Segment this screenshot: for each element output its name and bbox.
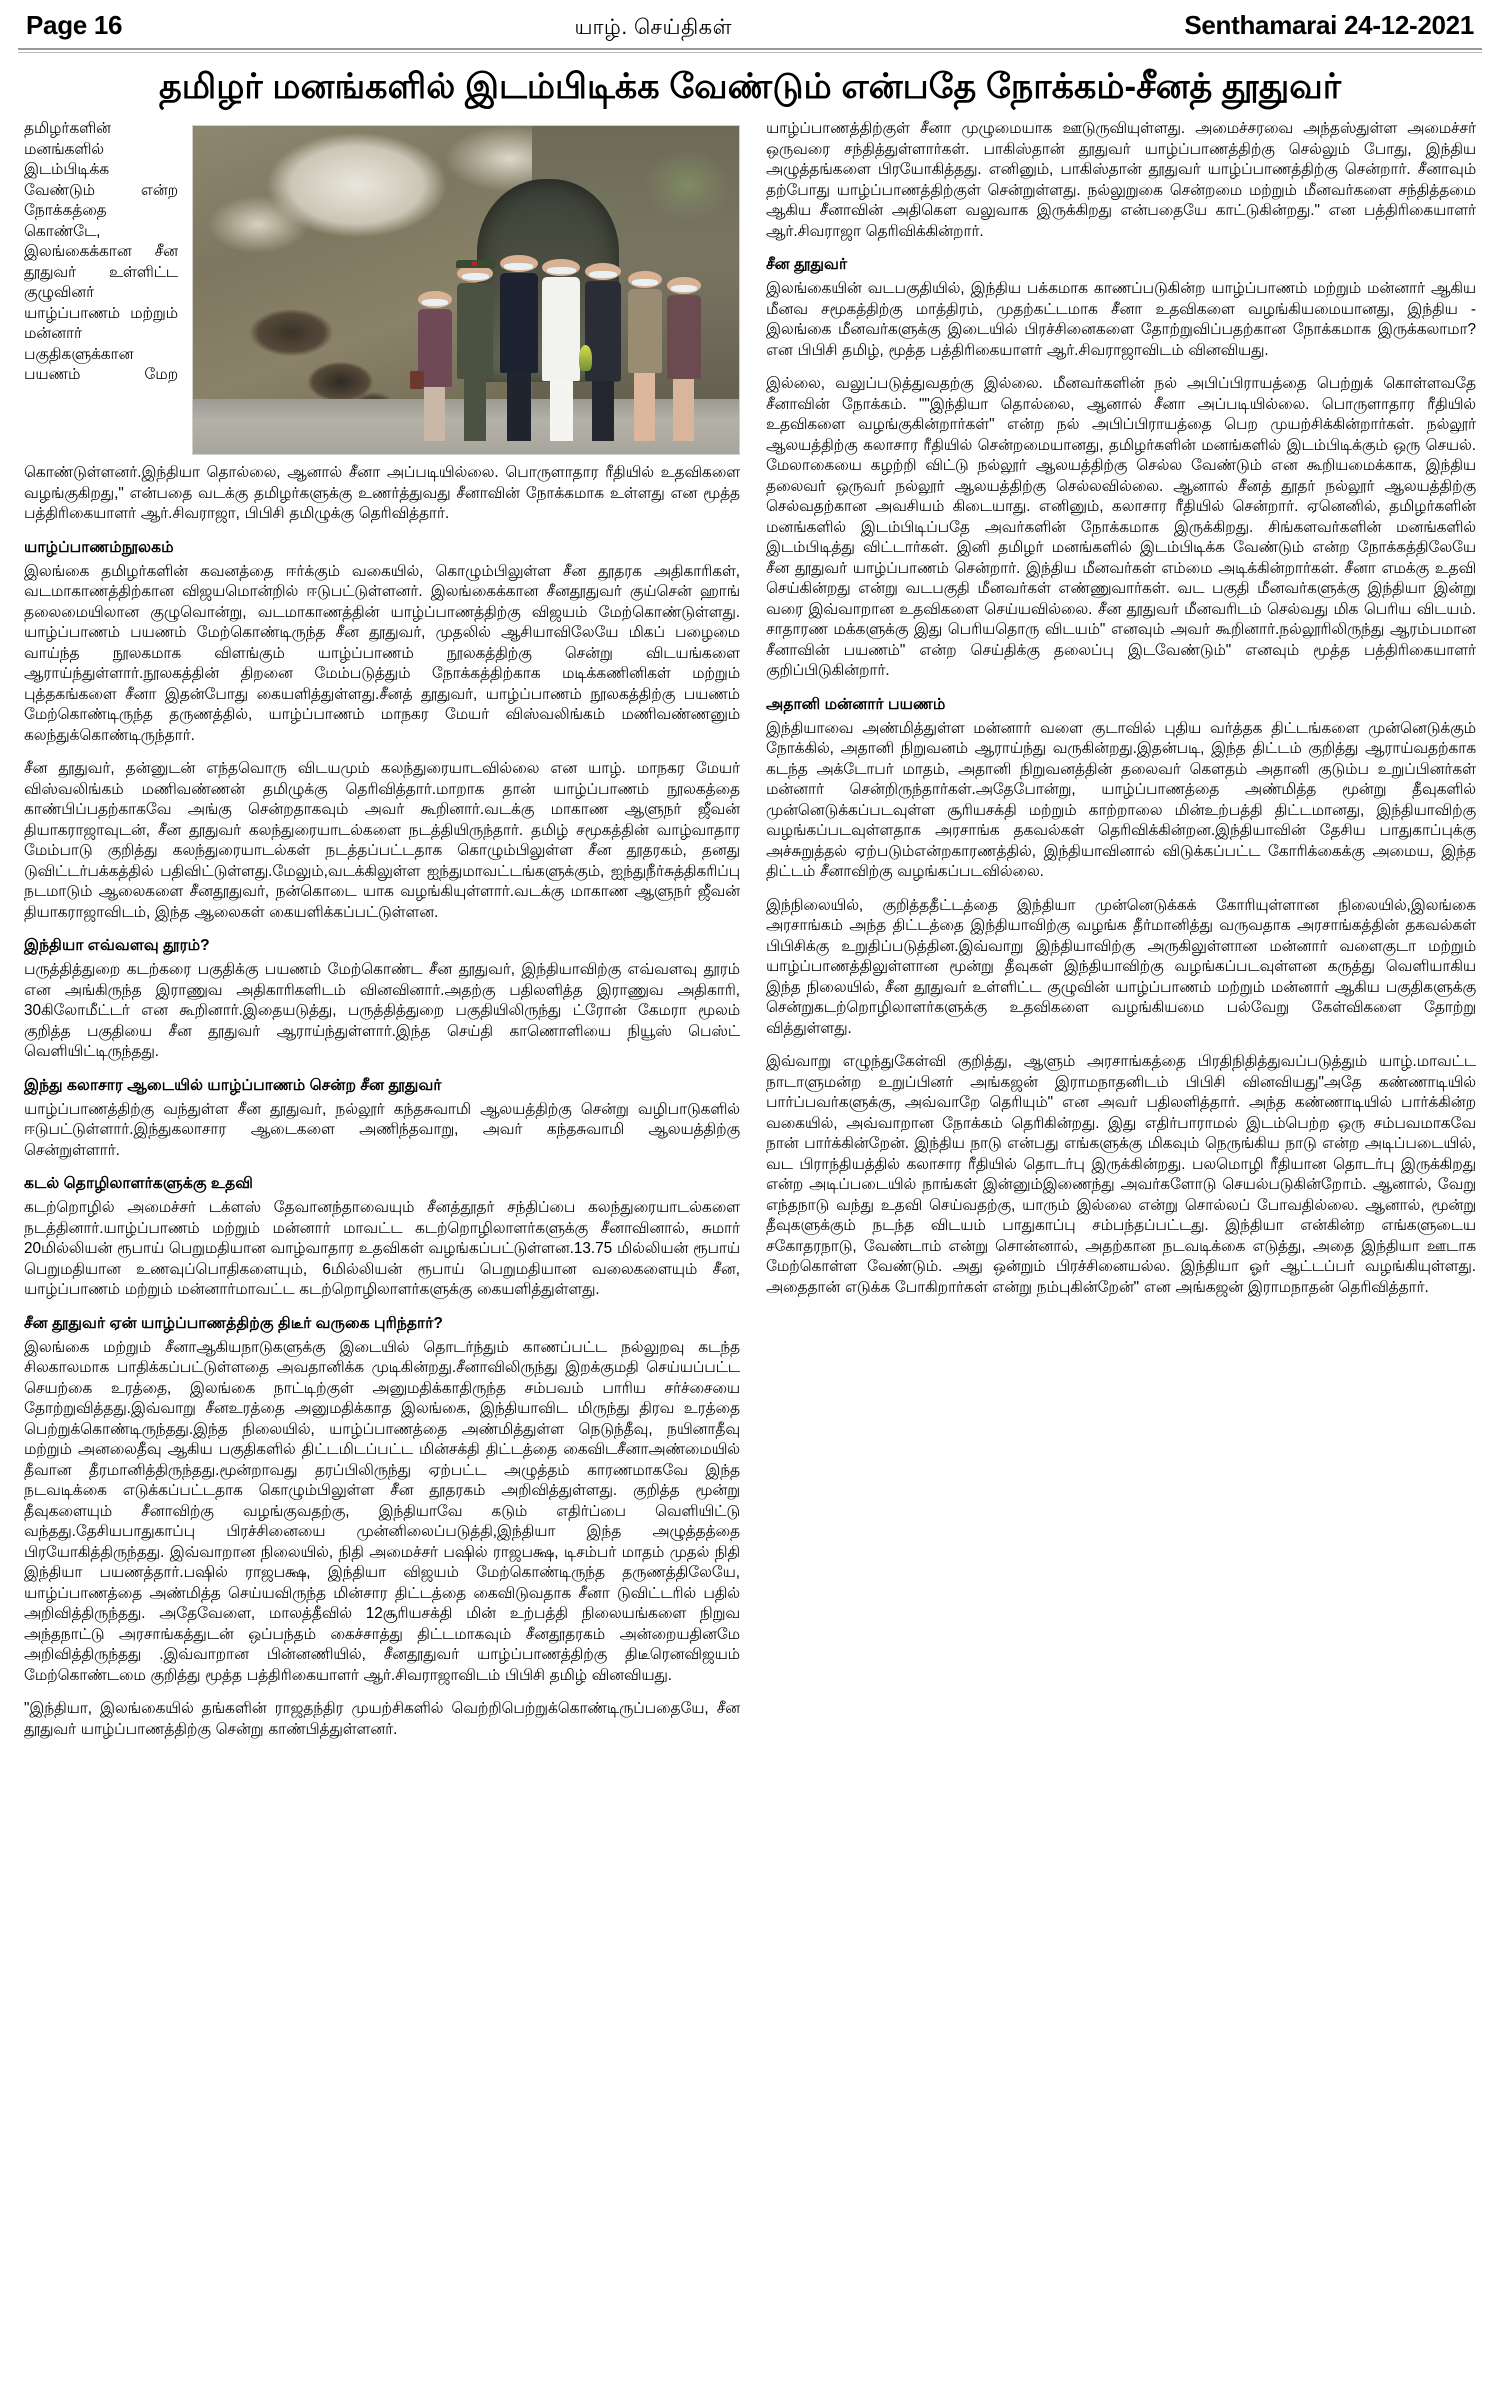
masthead xyxy=(18,0,1482,44)
section-title: யாழ். செய்திகள் xyxy=(574,16,733,39)
photo-person xyxy=(542,259,580,441)
subheading-hindu-attire: இந்து கலாசார ஆடையில் யாழ்ப்பாணம் சென்ற சீன தூதுவர் xyxy=(24,1076,442,1094)
paragraph: இவ்வாறு எழுந்துகேள்வி குறித்து, ஆளும் அரசாங்கத்தை பிரதிநிதித்துவப்படுத்தும் யாழ்.மாவட்ட நாடாளுமன்ற உறுப்பினர் அங்கஜன் இராமநாதனிடம் பிபிசி வினவியது"அதே கண்ணாடியில் பார்ப்பவர்களுக்கு, அவ்வாறே தெரியும்" என அவர் பதிலளித்தார். அந்த கண்ணாடியில் பார்க்கின்ற வகையில், அவ்வாறான நோக்கம் தெரிகின்றது. இது எதிர்பாராமல் இடம்பெற்ற ஒரு சம்பவமாகவே நான் பார்க்கின்றேன். இந்திய நாடு என்பது எங்களுக்கு மிகவும் நெருங்கிய நாடு என்ற அடிப்படையில், வட பிராந்தியத்தில் கலாசார ரீதியில் தொடர்பு இருக்கின்றது. பலமொழி ரீதியான தொடர்பு இருக்கிறது என்ற அடிப்படையில் நாங்கள் இன்னும்இணைந்து அவர்களோடு செயல்படுகின்றோம். ஆனால், வேறு எந்தநாடு வந்து உதவி செய்வதற்கு, யாரும் இல்லை என்று சொல்லப் போவதில்லை. ஆனால், மூன்று தீவுகளுக்கும் நடந்த விடயம் பாதுகாப்பு சம்பந்தப்பட்டது. இந்தியா என்கின்ற எங்களுடைய சகோதரநாடு, வேண்டாம் என்று சொன்னால், அதற்கான நடவடிக்கை எடுத்து, அதை இந்தியா ஊடாக மேற்கொள்ள வேண்டும். அது ஒன்றும் பிரச்சினையல்ல. இந்தியா ஓர் ஆட்டப்பர் வழங்கியுள்ளது. அதைதான் எடுக்க போகிறார்கள் என்று நம்புகின்றேன்" என அங்கஜன் இராமநாதன் தெரிவித்தார். xyxy=(766,1053,1476,1296)
photo-person xyxy=(585,263,621,441)
paragraph: இந்நிலையில், குறித்ததீட்டத்தை இந்தியா முன்னெடுக்கக் கோரியுள்ளான நிலையில்,இலங்கை அரசாங்கம் அந்த திட்டத்தை இந்தியாவிற்கு வழங்க தீர்மானித்து வருவதாக அரசாங்கத்தின் தகவல்கள் பிபிசிக்கு உறுதிப்படுத்தின.இவ்வாறு இந்தியாவிற்கு அருகிலுள்ளான மன்னார் வளைகுடா மற்றும் யாழ்ப்பாணத்திலுள்ளான மூன்று தீவுகள் இந்தியாவிற்கு வழங்கப்படவுள்ளன கருத்து வெளியாகிய இந்த நிலையில், சீன தூதுவர் உள்ளிட்ட குழுவின் யாழ்ப்பாணம் மற்றும் மன்னார் ஆகிய பகுதிகளுக்கு சென்றுகடற்றொழிலாளர்களுக்கு உதவிகளை வழங்கியமை பல்வேறு கேள்விகளை தோற்று வித்துள்ளது. xyxy=(766,896,1476,1037)
paragraph: இந்தியாவை அண்மித்துள்ள மன்னார் வளை குடாவில் புதிய வர்த்தக திட்டங்களை முன்னெடுக்கும் நோக்கில், அதானி நிறுவனம் ஆராய்ந்து வருகின்றது.இதன்படி, இந்த திட்டம் குறித்து ஆராய்வதற்காக கடந்த அக்டோபர் மாதம், அதானி நிறுவனத்தின் தலைவர் கௌதம் அதானி குடும்ப உறுப்பினர்கள் மன்னார் சென்றிருந்தார்கள்.அதேபோன்று, யாழ்ப்பாணத்தை அண்மித்த மூன்று தீவுகளில் முன்னெடுக்கப்படவுள்ள சூரியசக்தி மற்றும் காற்றாலை மின்உற்பத்தி திட்டமானது, இந்தியாவிற்கு வழங்கப்படவுள்ளதாக அரசாங்க தகவல்கள் தெரிவிக்கின்றன.இந்தியாவின் தேசிய பாதுகாப்புக்கு அச்சுறுத்தல் ஏற்படும்என்றகாரணத்தில், இந்தியாவினால் விடுக்கப்பட்ட கோரிக்கைக்கு அமைய, இந்த திட்டம் சீனாவிற்கு வழங்கப்படவில்லை. xyxy=(766,719,1476,881)
subheading-fisherfolk-aid: கடல் தொழிலாளர்களுக்கு உதவி xyxy=(24,1175,253,1193)
article-photo xyxy=(192,125,740,455)
paragraph: இலங்கை மற்றும் சீனாஆகியநாடுகளுக்கு இடையில் தொடர்ந்தும் காணப்பட்ட நல்லுறவு கடந்த சிலகாலமாக பாதிக்கப்பட்டுள்ளதை அவதானிக்க முடிகின்றது.சீனாவிலிருந்து இறக்குமதி செய்யப்பட்ட செயற்கை உரத்தை, இலங்கை நாட்டிற்குள் அனுமதிக்காதிருந்த சம்பவம் பாரிய சர்ச்சையை தோற்றுவித்தது.இவ்வாறு சீனஉரத்தை அனுமதிக்காத இலங்கை, இந்தியாவிட மிருந்து திரவ உரத்தை பெற்றுக்கொண்டிருந்தது.இந்த நிலையில், யாழ்ப்பாணத்தை அண்மித்துள்ள நெடுந்தீவு, நயினாதீவு மற்றும் அனலைதீவு ஆகிய பகுதிகளில் திட்டமிடப்பட்ட மின்சக்தி திட்டத்தை கைவிடசீனாஅண்மையில் தீவான தீரமானித்திருந்தது.மூன்றாவது தரப்பிலிருந்து ஏற்பட்ட அழுத்தம் காரணமாகவே இந்த நடவடிக்கை எடுக்கப்பட்டதாக கொழும்பிலுள்ள சீன தூதரகம் அறிவித்துள்ளது. குறித்த மூன்று தீவுகளையும் சீனாவிற்கு வழங்குவதற்கு, இந்தியாவே கடும் எதிர்ப்பை வெளியிட்டு வந்தது.தேசியபாதுகாப்பு பிரச்சினையை முன்னிலைப்படுத்தி,இந்தியா இந்த அழுத்தத்தை பிரயோகித்திருந்தது. இவ்வாறான நிலையில், நிதி அமைச்சர் பஷில் ராஜபக்ஷ, டிசம்பர் மாதம் முதல் நிதி இந்தியா பயணத்தார்.பஷில் ராஜபக்ஷ, இந்தியா விஜயம் மேற்கொண்டிருந்த தருணத்திலேயே, யாழ்ப்பாணத்தை அண்மித்த செய்யவிருந்த மின்சார திட்டத்தை கைவிடுவதாக சீனா டுவிட்டரில் பதில் அறிவித்திருந்தது. அதேவேளை, மாலத்தீவில் 12சூரியசக்தி மின் உற்பத்தி நிலையங்களை நிறுவ அந்தநாட்டு அரசாங்கத்துடன் ஒப்பந்தம் கைச்சாத்து திட்டமாகவும் சீனதூதரகம் அன்றையதினமே அறிவித்திருந்தது .இவ்வாறான பின்னணியில், சீனதூதுவர் யாழ்ப்பாணத்திற்கு திடீரெனவிஜயம் மேற்கொண்டமை குறித்து மூத்த பத்திரிகையாளர் ஆர்.சிவராஜாவிடம் பிபிசி தமிழ் வினவியது. xyxy=(24,1338,740,1684)
left-column xyxy=(24,119,740,2349)
paragraph: கடற்றொழில் அமைச்சர் டக்ளஸ் தேவானந்தாவையும் சீனத்தூதர் சந்திப்பை கலந்துரையாடல்களை நடத்தினார்.யாழ்ப்பாணம் மற்றும் மன்னார் மாவட்ட கடற்றொழிலாளர்களுக்கு சீனாவினால், சுமார் 20மில்லியன் ரூபாய் பெறுமதியான வாழ்வாதார உதவிகள் வழங்கப்பட்டுள்ளன.13.75 மில்லியன் ரூபாய் பெறுமதியான உணவுப்பொதிகளையும், 6மில்லியன் ரூபாய் பெறுமதியான வலைகளையும் சீன, யாழ்ப்பாணம் மற்றும் மன்னார்மாவட்ட கடற்றொழிலாளர்களுக்கு கையளித்துள்ளது. xyxy=(24,1199,740,1299)
subheading-india-distance: இந்தியா எவ்வளவு தூரம்? xyxy=(24,937,210,955)
paragraph: இலங்கையின் வடபகுதியில், இந்திய பக்கமாக காணப்படுகின்ற யாழ்ப்பாணம் மற்றும் மன்னார் ஆகிய மீனவ சமூகத்திற்கு மாத்திரம், முதற்கட்டமாக சீனா உதவிகளை வழங்கியமையானது, இந்திய - இலங்கை மீனவர்களுக்கு இடையில் பிரச்சினைகளை தோற்றுவிப்பதற்கான நோக்கமாக இருக்கலாமா? என பிபிசி தமிழ், மூத்த பத்திரிகையாளர் ஆர்.சிவராஜாவிடம் வினவியது. xyxy=(766,280,1476,359)
masthead-divider xyxy=(18,48,1482,50)
paragraph: யாழ்ப்பாணத்திற்கு வந்துள்ள சீன தூதுவர், நல்லூர் கந்தசுவாமி ஆலயத்திற்கு சென்று வழிபாடுகளில் ஈடுபட்டுள்ளார்.இந்துகலாசார ஆடைகளை அணிந்தவாறு, அவர் கந்தசுவாமி ஆலயத்திற்கு சென்றுள்ளார். xyxy=(24,1100,740,1159)
page-title: தமிழர் மனங்களில் இடம்பிடிக்க வேண்டும் என்பதே நோக்கம்-சீனத் தூதுவர் xyxy=(158,67,1342,106)
paragraph: சீன தூதுவர், தன்னுடன் எந்தவொரு விடயமும் கலந்துரையாடவில்லை என யாழ். மாநகர மேயர் விஸ்வலிங்கம் மணிவண்ணன் தமிழுக்கு தெரிவித்தார்.மாறாக தான் யாழ்ப்பாணம் நூலகத்தை காண்பிப்பதற்காகவே அங்கு சென்றதாகவும் அவர் கூறினார்.வடக்கு மாகாண ஆளுநர் ஜீவன் தியாகராஜாவுடன், சீன தூதுவர் கலந்துரையாடல்களை நடத்தியிருந்தார். தமிழ் சமூகத்தின் வாழ்வாதார மேம்பாடு குறித்து கலந்துரையாடல்கள் நடத்தப்பட்டதாக கொழும்பிலுள்ள சீன தூதரகம், தனது டுவிட்டர்பக்கத்தில் பதிவிட்டுள்ளது.மேலும்,வடக்கிலுள்ள ஐந்துமாவட்டங்களுக்கும், ஐந்துநீர்சுத்திகரிப்பு நடமாடும் ஆலைகளை சீனதூதுவர், நன்கொடை யாக வழங்கியுள்ளார்.வடக்கு மாகாண ஆளுநர் ஜீவன் தியாகராஜாவிடம், இந்த ஆலைகள் கையளிக்கப்பட்டுள்ளன. xyxy=(24,760,740,921)
paragraph: பருத்தித்துறை கடற்கரை பகுதிக்கு பயணம் மேற்கொண்ட சீன தூதுவர், இந்தியாவிற்கு எவ்வளவு தூரம் என அங்கிருந்த இராணுவ அதிகாரிகளிடம் வினவினார்.அதற்கு பதிலளித்த இராணுவ அதிகாரி, 30கிலோமீட்டர் என கூறினார்.இதையடுத்து, பருத்தித்துறை பகுதியிலிருந்து ட்ரோன் கேமரா மூலம் குறித்த பகுதியை சீன தூதுவர் ஆராய்ந்துள்ளார்.இந்த செய்தி காணொளியை நியூஸ் பெஸ்ட் வெளியிட்டிருந்தது. xyxy=(24,961,740,1061)
right-column xyxy=(766,119,1476,2349)
subheading-library: யாழ்ப்பாணம்நூலகம் xyxy=(24,538,174,556)
subheading-adani-mannar: அதானி மன்னார் பயணம் xyxy=(766,695,946,713)
photo-person xyxy=(628,271,662,441)
photo-person xyxy=(418,291,452,441)
photo-delegation-group xyxy=(411,238,739,441)
paragraph: இல்லை, வலுப்படுத்துவதற்கு இல்லை. மீனவர்களின் நல் அபிப்பிராயத்தை பெற்றுக் கொள்ளவதே சீனாவின் நோக்கம். ""இந்தியா தொல்லை, ஆனால் சீனா அப்படியில்லை. பொருளாதார ரீதியில் உதவிகளை வழங்குகின்றார்கள்" என்ற நல் அபிப்பிராயத்தை பெற முயற்சிக்கின்றார்கள். நல்லூர் ஆலயத்திற்கு கலாசார ரீதியில் சென்றமையானது, தமிழர்களின் மனங்களில் இடம்பிடிக்கும் ஒரு செயல். மேலாகையை கழற்றி விட்டு நல்லூர் ஆலயத்திற்கு செல்ல வேண்டும் என கூறியமைக்காக, இந்திய தலைவர் ஒருவர் நல்லூர் ஆலயத்திற்கு செல்லவில்லை. ஆனால் சீனத் தூதர் நல்லூர் ஆலயத்திற்கு செல்வதற்கான அவசியம் கிடையாது. எனினும், கலாசார ரீதியில் சென்றார். ஏனெனில், தமிழர்களின் மனங்களில் இடம்பிடிப்பதே அவர்களின் நோக்கமாக இருக்கிறது. சிங்களவர்களின் மனங்களில் இடம்பிடித்து விட்டார்கள். இனி தமிழர் மனங்களில் இடம்பிடிக்க வேண்டும் என்ற நோக்கத்திலேயே சீன தூதுவர் யாழ்ப்பாணம் சென்றார். இந்திய மீனவர்கள் எம்மை அடிக்கின்றார்கள். சீனா எமக்கு உதவி செய்கின்றது என்று வடபகுதி மீனவர்கள் எண்ணுவார்கள். வட பகுதி மீனவர்களுக்கு இந்தியா இன்று வரை இவ்வாறான உதவிகளை செய்யவில்லை. சீன தூதுவர் மீனவரிடம் செல்வது மிக பெரிய விடயம். சாதாரண மக்களுக்கு இது பெரியதொரு விடயம்" எனவும் அவர் கூறினார்.நல்லூரிலிருந்து ஆரம்பமான சீனாவின் பயணம்" என்ற செய்திக்கு தலைப்பு இடவேண்டும்" எனவும் மூத்த பத்திரிகையாளர் குறிப்பிடுகின்றார். xyxy=(766,375,1476,680)
paragraph: இலங்கை தமிழர்களின் கவனத்தை ஈர்க்கும் வகையில், கொழும்பிலுள்ள சீன தூதரக அதிகாரிகள், வடமாகாணத்திற்கான விஜயமொன்றில் ஈடுபட்டுள்ளனர். இலங்கைக்கான சீனதூதுவர் குய்சென் ஹாங் தலைமையிலான குழுவொன்று, வடமாகாணத்தின் யாழ்ப்பாணத்திற்கு விஜயம் மேற்கொண்டுள்ளது. யாழ்ப்பாணம் பயணம் மேற்கொண்டிருந்த சீன தூதுவர், முதலில் ஆசியாவிலேயே மிகப் பழைமை வாய்ந்த நூலகமாக விளங்கும் யாழ்ப்பாணம் நூலகத்திற்கு சென்று விடயங்களை ஆராய்ந்துள்ளார்.நூலகத்தின் திறனை மேம்படுத்தும் நோக்கத்திற்காக மடிக்கணினிகள் மற்றும் புத்தகங்களை சீனா இதன்போது கையளித்துள்ளது.சீனத் தூதுவர், யாழ்ப்பாணம் நூலகத்திற்கு பயணம் மேற்கொண்டிருந்த தருணத்தில், யாழ்ப்பாணம் மாநகர மேயர் விஸ்வலிங்கம் மணிவண்ணனும் கலந்துக்கொண்டிருந்தார். xyxy=(24,562,740,744)
lead-paragraph: தமிழர்களின் மனங்களில் இடம்பிடிக்க வேண்டும் என்ற நோக்கத்தை கொண்டே, இலங்கைக்கான சீன தூதுவர் உள்ளிட்ட குழுவினர் யாழ்ப்பாணம் மற்றும் மன்னார் பகுதிகளுக்கான பயணம் மேற கொண்டுள்ளனர்.இந்தியா தொல்லை, ஆனால் சீனா அப்படியில்லை. பொருளாதார ரீதியில் உதவிகளை வழங்குகிறது," என்பதை வடக்கு தமிழர்களுக்கு உணர்த்துவது சீனாவின் நோக்கமாக உள்ளது என மூத்த பத்திரிகையாளர் ஆர்.சிவராஜா, பிபிசி தமிழுக்கு தெரிவித்தார். xyxy=(24,120,740,523)
photo-person xyxy=(457,265,493,441)
continued-lead-paragraph: யாழ்ப்பாணத்திற்குள் சீனா முழுமையாக ஊடுருவியுள்ளது. அமைச்சரவை அந்தஸ்துள்ள அமைச்சர் ஒருவரை சந்தித்துள்ளார்கள். பாகிஸ்தான் தூதுவர் யாழ்ப்பாணத்திற்கு செல்லும் போது, இந்திய அழுத்தங்களை பிரயோகித்தது. எனினும், பாகிஸ்தான் தூதுவர் யாழ்ப்பாணத்திற்கு சென்றார். சீனாவும் தற்போது யாழ்ப்பாணத்திற்குள் சென்றுள்ளது. நல்லுறுகை சென்றமை மற்றும் மீனவர்களை சந்தித்தமை ஆகிய சீனாவின் அதிகௌ வலுவாக இருக்கிறது என்பதையே காட்டுகின்றது." என பத்திரிகையாளர் ஆர்.சிவராஜா தெரிவிக்கின்றார். xyxy=(766,120,1476,240)
subheading-chinese-ambassador: சீன தூதுவர் xyxy=(766,256,848,274)
subheading-sudden-visit: சீன தூதுவர் ஏன் யாழ்ப்பாணத்திற்கு திடீர் வருகை புரிந்தார்? xyxy=(24,1314,443,1332)
photo-person xyxy=(500,255,538,441)
publication-date: Senthamarai 24-12-2021 xyxy=(1184,10,1474,40)
quote-paragraph: "இந்தியா, இலங்கையில் தங்களின் ராஜதந்திர முயற்சிகளில் வெற்றிபெற்றுக்கொண்டிருப்பதையே, சீன தூதுவர் யாழ்ப்பாணத்திற்கு சென்று காண்பித்துள்ளனர். xyxy=(24,1700,740,1738)
article-columns xyxy=(18,119,1482,2349)
page-number: Page 16 xyxy=(26,10,123,40)
photo-person xyxy=(667,277,701,441)
